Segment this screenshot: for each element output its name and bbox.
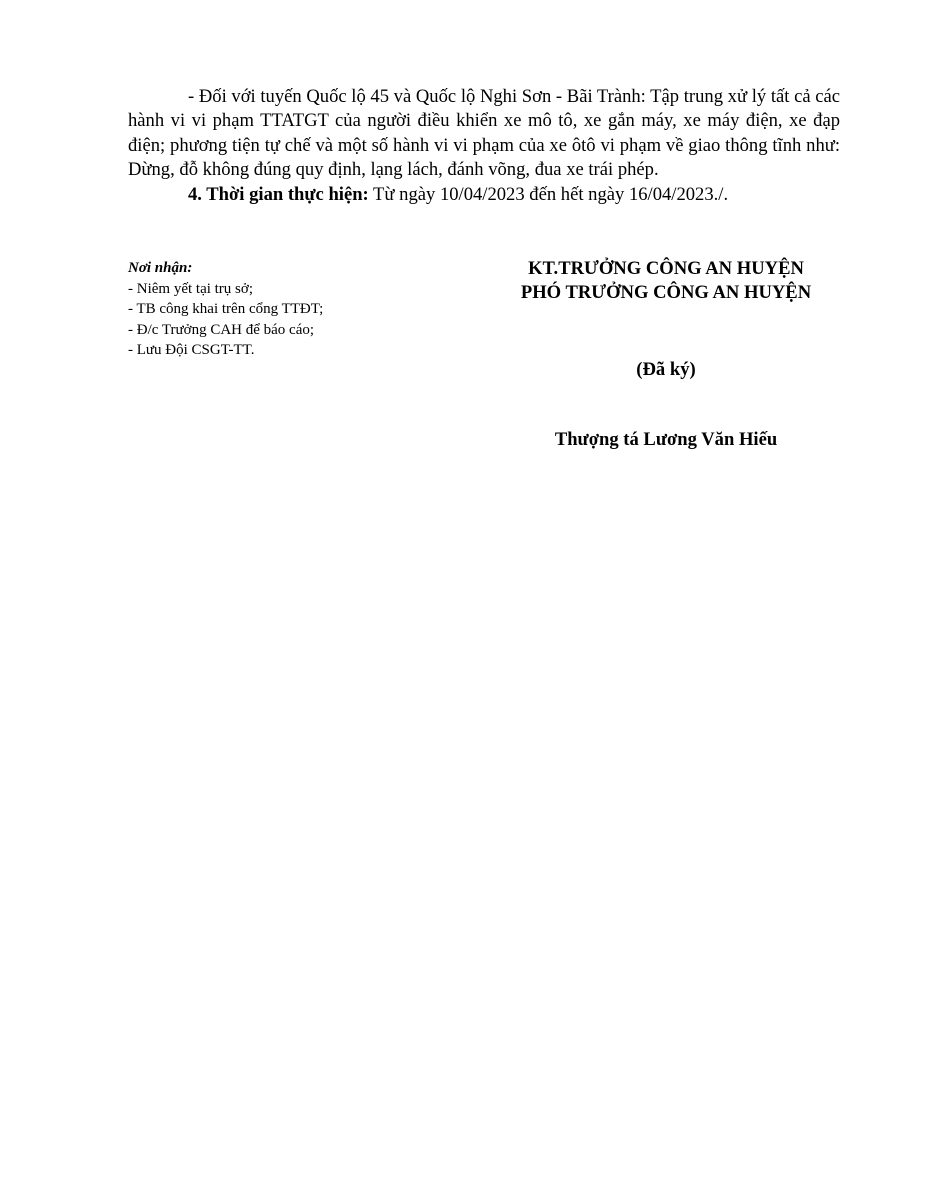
recipients-title: Nơi nhận: [128, 260, 193, 276]
recipient-item: - Niêm yết tại trụ sở; [128, 280, 253, 297]
implementation-time-text: Từ ngày 10/04/2023 đến hết ngày 16/04/2023./. [368, 183, 729, 205]
recipients-block [128, 258, 428, 361]
paragraph-route-enforcement: - Đối với tuyến Quốc lộ 45 và Quốc lộ Nghi Sơn - Bãi Trành: Tập trung xử lý tất cả các hành vi vi phạm TTATGT của người điều khiển xe mô tô, xe gắn máy, xe máy điện, xe đạp điện; phương tiện tự chế và một số hành vi vi phạm của xe ôtô vi phạm về giao thông tĩnh như: Dừng, đỗ không đúng quy định, lạng lách, đánh võng, đua xe trái phép. [128, 86, 840, 181]
signature-position-line: PHÓ TRƯỞNG CÔNG AN HUYỆN [520, 282, 812, 303]
implementation-time-heading: 4. Thời gian thực hiện: [188, 183, 369, 205]
signature-block [476, 257, 856, 451]
recipient-item: - Đ/c Trưởng CAH để báo cáo; [128, 321, 315, 338]
document-body [128, 85, 840, 207]
recipient-item: - TB công khai trên cổng TTĐT; [128, 301, 324, 317]
recipient-item: - Lưu Đội CSGT-TT. [128, 342, 255, 358]
signed-note: (Đã ký) [636, 359, 696, 380]
signature-authority-line: KT.TRƯỞNG CÔNG AN HUYỆN [528, 258, 804, 279]
recipients-list [128, 279, 428, 361]
paragraph-implementation-time [128, 183, 840, 207]
signer-name: Thượng tá Lương Văn Hiếu [554, 429, 778, 450]
